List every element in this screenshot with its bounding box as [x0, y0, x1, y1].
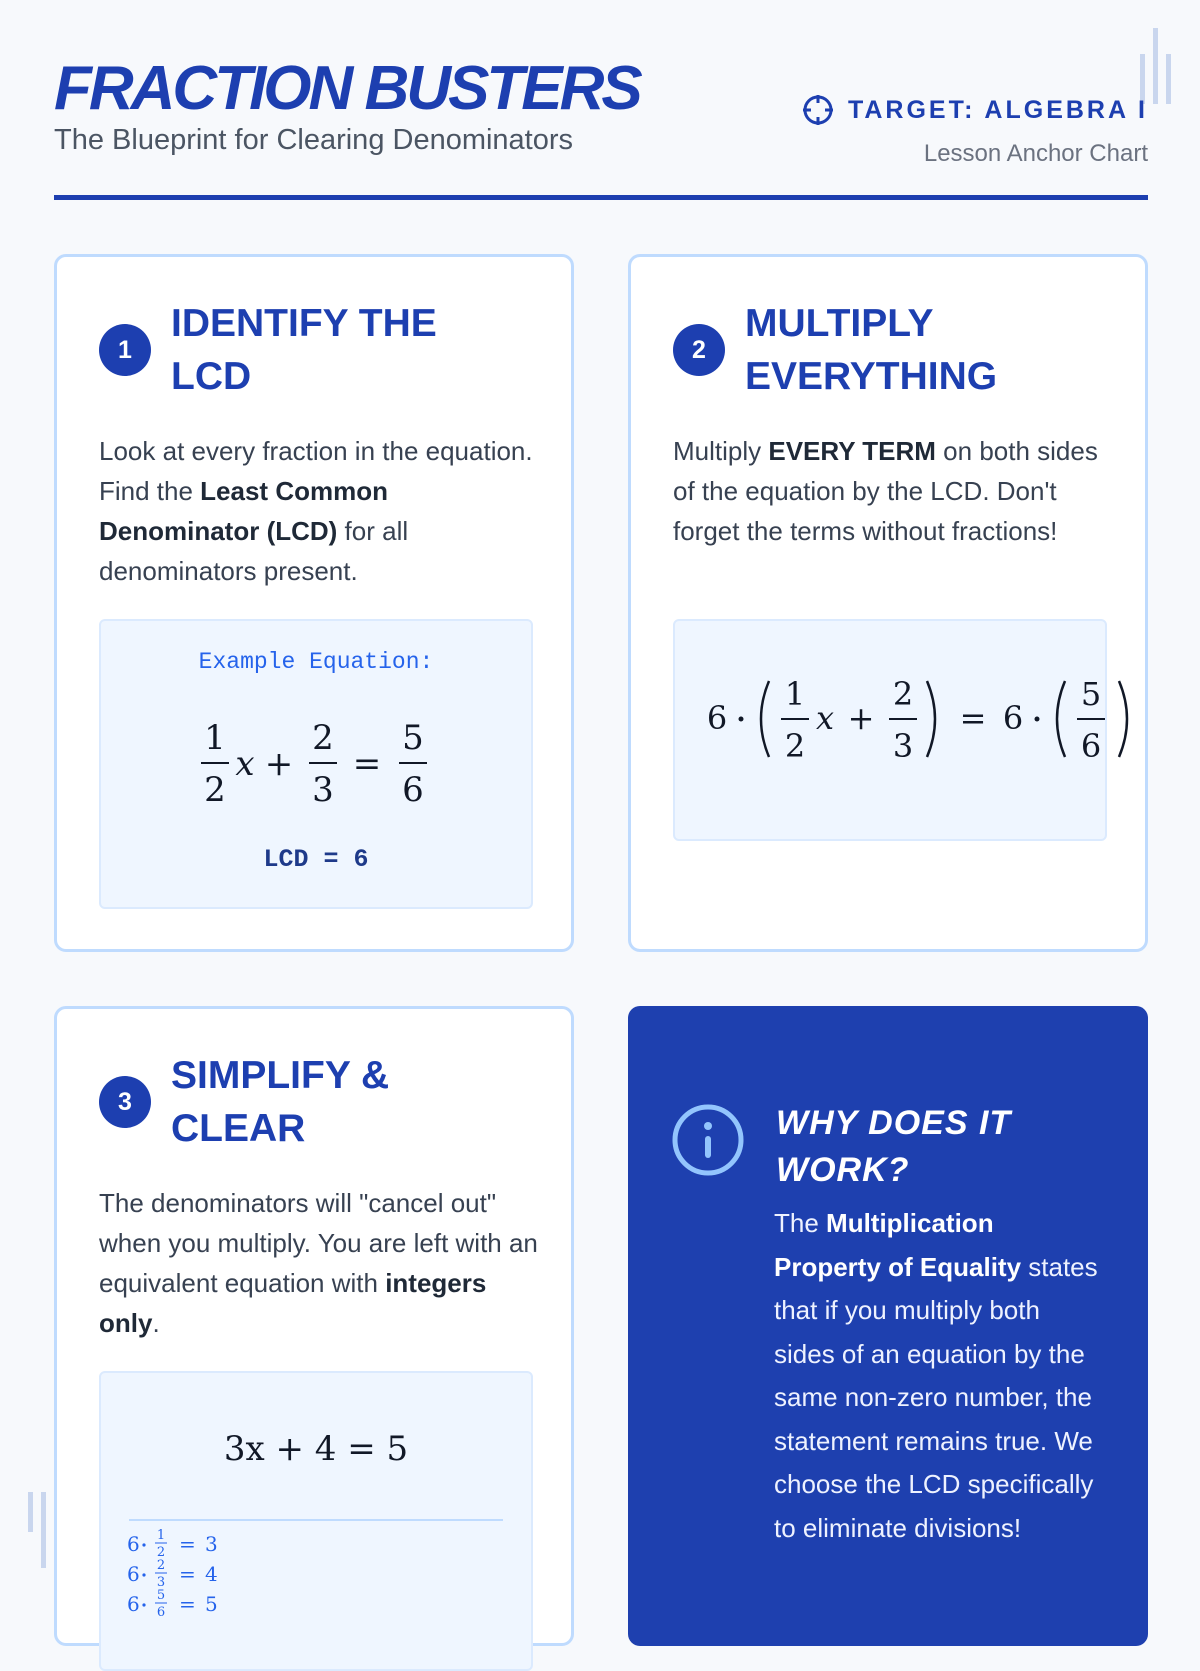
plus-sign: + — [847, 699, 875, 737]
multiplied-equation — [673, 661, 1143, 781]
step-number-badge: 1 — [99, 324, 151, 376]
divider — [129, 1519, 503, 1521]
step-text-bold: integers only — [99, 1268, 487, 1338]
step-card-identify-lcd — [54, 254, 574, 952]
work-numerator: 5 — [156, 1588, 166, 1603]
why-it-works-card — [628, 1006, 1148, 1646]
step-header — [99, 297, 491, 403]
work-line — [127, 1558, 218, 1590]
step-text: Multiply — [673, 436, 769, 466]
work-result: 3 — [205, 1532, 218, 1556]
fraction-numerator: 2 — [312, 718, 334, 758]
fraction-denominator: 2 — [784, 727, 806, 765]
step-title: IDENTIFY THE LCD — [171, 302, 437, 398]
info-text-part: states that if you multiply both sides of an equation by the same non-zero number, the statement remains true. We choose the LCD specifically to eliminate divisions! — [774, 1251, 1098, 1543]
example-label: Example Equation: — [198, 649, 434, 675]
step-text: on both sides of the equation by the LCD. Don't forget the terms without fractions! — [673, 436, 1098, 546]
page-title: FRACTION BUSTERS — [54, 54, 640, 123]
work-equals: = — [179, 1592, 196, 1616]
cancellation-work — [127, 1525, 327, 1645]
step-card-multiply-everything — [628, 254, 1148, 952]
work-line — [127, 1528, 218, 1560]
step-header — [673, 297, 1065, 403]
work-numerator: 1 — [156, 1528, 166, 1543]
step-number-badge: 2 — [673, 324, 725, 376]
work-result: 4 — [205, 1562, 218, 1586]
crosshair-icon — [802, 94, 834, 126]
fraction-numerator: 2 — [892, 675, 914, 713]
fraction-numerator: 5 — [402, 718, 424, 758]
step-text: Look at every fraction in the equation. Find the — [99, 436, 533, 506]
equals-sign: = — [959, 699, 987, 737]
example-equation — [101, 701, 535, 831]
info-text-part: The — [774, 1208, 827, 1238]
step-header — [99, 1049, 491, 1155]
multiplier: 6 — [706, 699, 728, 737]
lesson-label: Lesson Anchor Chart — [923, 140, 1148, 167]
fraction-denominator: 3 — [892, 727, 914, 765]
lcd-result: LCD = 6 — [263, 845, 369, 874]
work-line — [127, 1588, 218, 1620]
multiplier: 6 — [1002, 699, 1024, 737]
step-number-badge: 3 — [99, 1076, 151, 1128]
header-meta — [802, 94, 1148, 168]
page-header — [54, 54, 1148, 200]
work-multiplier: 6 — [127, 1532, 140, 1556]
equals-sign: = — [352, 744, 382, 784]
work-multiplier: 6 — [127, 1562, 140, 1586]
variable: x — [815, 699, 835, 737]
fraction-denominator: 6 — [402, 770, 424, 810]
work-denominator: 2 — [156, 1545, 166, 1560]
fraction-denominator: 3 — [312, 770, 334, 810]
info-icon — [670, 1102, 746, 1178]
step-description — [99, 431, 539, 591]
plus-sign: + — [264, 744, 294, 784]
work-denominator: 3 — [156, 1575, 166, 1590]
step-text-bold: Least Common Denominator (LCD) — [99, 476, 388, 546]
step-text: for all denominators present. — [99, 516, 409, 586]
step-title: SIMPLIFY & CLEAR — [171, 1054, 390, 1150]
fraction-denominator: 2 — [204, 770, 226, 810]
work-denominator: 6 — [156, 1605, 166, 1620]
page-subtitle: The Blueprint for Clearing Denominators — [54, 124, 574, 156]
step-description — [99, 1183, 539, 1343]
step-text: . — [152, 1308, 160, 1338]
example-box — [99, 1371, 533, 1671]
target-label: TARGET: ALGEBRA I — [847, 95, 1148, 124]
fraction-numerator: 1 — [204, 718, 226, 758]
variable: x — [235, 744, 255, 784]
work-numerator: 2 — [156, 1558, 166, 1573]
fraction-numerator: 5 — [1080, 675, 1102, 713]
work-result: 5 — [205, 1592, 218, 1616]
work-multiplier: 6 — [127, 1592, 140, 1616]
step-title: MULTIPLY EVERYTHING — [745, 302, 998, 398]
step-text-bold: EVERY TERM — [768, 436, 936, 466]
step-text: The denominators will "cancel out" when you multiply. You are left with an equivalent equation with — [99, 1188, 538, 1298]
fraction-denominator: 6 — [1080, 727, 1102, 765]
info-title: WHY DOES IT WORK? — [776, 1104, 1012, 1189]
step-description — [673, 431, 1113, 551]
step-card-simplify-clear — [54, 1006, 574, 1646]
work-equals: = — [179, 1532, 196, 1556]
info-text — [774, 1202, 1104, 1550]
info-text-bold: Multiplication Property of Equality — [774, 1208, 1022, 1282]
fraction-numerator: 1 — [784, 675, 806, 713]
target-badge — [802, 94, 1148, 126]
simplified-equation: 3x + 4 = 5 — [223, 1429, 409, 1469]
example-box — [99, 619, 533, 909]
work-equals: = — [179, 1562, 196, 1586]
